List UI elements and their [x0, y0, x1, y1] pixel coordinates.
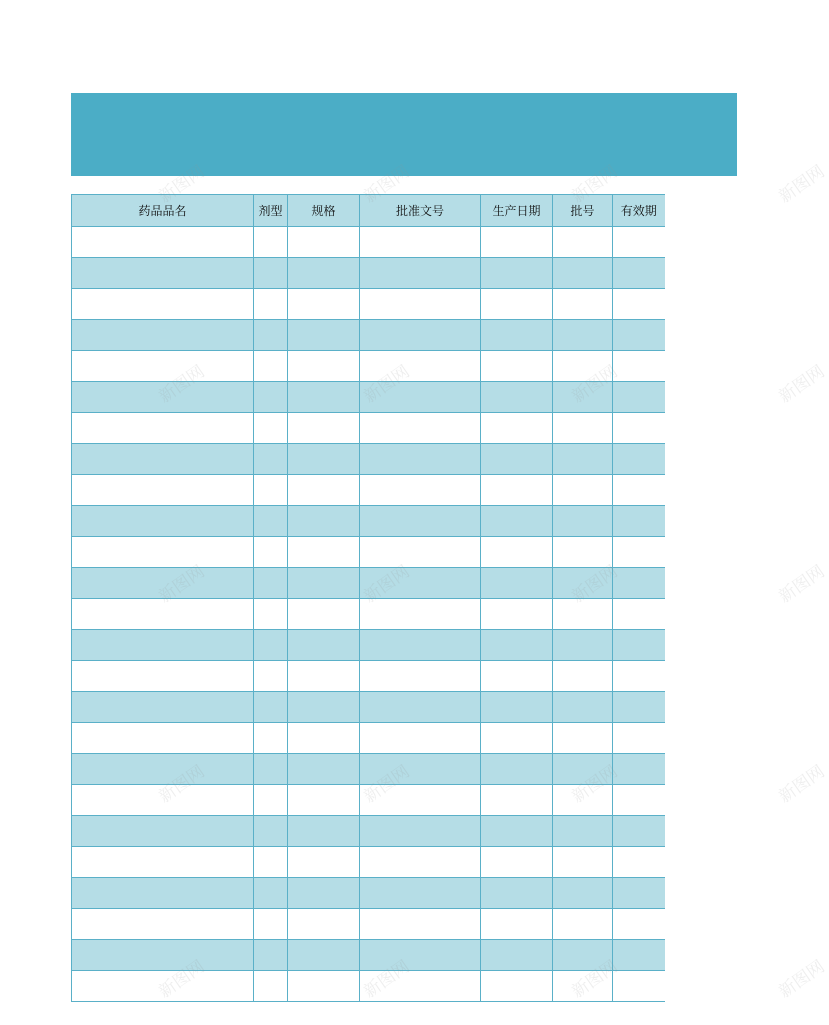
cell-batch-number[interactable] — [553, 940, 613, 971]
cell-batch-number[interactable] — [553, 816, 613, 847]
cell-drug-name[interactable] — [72, 289, 254, 320]
cell-approval-number[interactable] — [360, 630, 481, 661]
cell-expiry-date[interactable] — [613, 289, 665, 320]
cell-drug-name[interactable] — [72, 785, 254, 816]
cell-drug-name[interactable] — [72, 444, 254, 475]
cell-production-date[interactable] — [481, 258, 553, 289]
cell-expiry-date[interactable] — [613, 444, 665, 475]
cell-production-date[interactable] — [481, 506, 553, 537]
cell-drug-name[interactable] — [72, 351, 254, 382]
cell-drug-name[interactable] — [72, 413, 254, 444]
table-row — [72, 599, 665, 630]
cell-specification[interactable] — [288, 320, 360, 351]
cell-approval-number[interactable] — [360, 289, 481, 320]
cell-expiry-date[interactable] — [613, 816, 665, 847]
cell-drug-name[interactable] — [72, 630, 254, 661]
cell-expiry-date[interactable] — [613, 661, 665, 692]
title-banner — [71, 93, 737, 176]
table-row — [72, 382, 665, 413]
cell-production-date[interactable] — [481, 971, 553, 1002]
cell-drug-name[interactable] — [72, 847, 254, 878]
table-row — [72, 351, 665, 382]
table-row — [72, 537, 665, 568]
cell-expiry-date[interactable] — [613, 785, 665, 816]
cell-batch-number[interactable] — [553, 227, 613, 258]
cell-dosage-form[interactable] — [254, 785, 288, 816]
cell-dosage-form[interactable] — [254, 351, 288, 382]
cell-specification[interactable] — [288, 785, 360, 816]
cell-expiry-date[interactable] — [613, 599, 665, 630]
table-row — [72, 754, 665, 785]
cell-approval-number[interactable] — [360, 909, 481, 940]
cell-dosage-form[interactable] — [254, 847, 288, 878]
table-body — [72, 227, 665, 1002]
cell-specification[interactable] — [288, 692, 360, 723]
cell-specification[interactable] — [288, 971, 360, 1002]
cell-dosage-form[interactable] — [254, 475, 288, 506]
cell-batch-number[interactable] — [553, 258, 613, 289]
watermark-mark: 新图网 — [775, 761, 829, 808]
cell-dosage-form[interactable] — [254, 816, 288, 847]
table-row — [72, 940, 665, 971]
cell-production-date[interactable] — [481, 413, 553, 444]
cell-specification[interactable] — [288, 258, 360, 289]
cell-batch-number[interactable] — [553, 909, 613, 940]
cell-production-date[interactable] — [481, 320, 553, 351]
cell-expiry-date[interactable] — [613, 351, 665, 382]
cell-production-date[interactable] — [481, 444, 553, 475]
table-row — [72, 661, 665, 692]
watermark-mark: 新图网 — [155, 161, 209, 208]
cell-dosage-form[interactable] — [254, 320, 288, 351]
cell-dosage-form[interactable] — [254, 754, 288, 785]
cell-approval-number[interactable] — [360, 723, 481, 754]
cell-approval-number[interactable] — [360, 754, 481, 785]
cell-production-date[interactable] — [481, 878, 553, 909]
cell-approval-number[interactable] — [360, 568, 481, 599]
cell-specification[interactable] — [288, 227, 360, 258]
cell-specification[interactable] — [288, 444, 360, 475]
cell-approval-number[interactable] — [360, 258, 481, 289]
table-row — [72, 413, 665, 444]
cell-expiry-date[interactable] — [613, 940, 665, 971]
cell-production-date[interactable] — [481, 847, 553, 878]
cell-approval-number[interactable] — [360, 847, 481, 878]
cell-dosage-form[interactable] — [254, 661, 288, 692]
table-row — [72, 847, 665, 878]
header-specification: 规格 — [288, 195, 360, 227]
cell-specification[interactable] — [288, 754, 360, 785]
cell-batch-number[interactable] — [553, 630, 613, 661]
cell-production-date[interactable] — [481, 599, 553, 630]
cell-batch-number[interactable] — [553, 475, 613, 506]
cell-dosage-form[interactable] — [254, 382, 288, 413]
cell-production-date[interactable] — [481, 940, 553, 971]
cell-production-date[interactable] — [481, 351, 553, 382]
cell-batch-number[interactable] — [553, 506, 613, 537]
cell-expiry-date[interactable] — [613, 227, 665, 258]
table-row — [72, 258, 665, 289]
cell-expiry-date[interactable] — [613, 630, 665, 661]
cell-approval-number[interactable] — [360, 661, 481, 692]
cell-dosage-form[interactable] — [254, 506, 288, 537]
cell-expiry-date[interactable] — [613, 723, 665, 754]
cell-production-date[interactable] — [481, 785, 553, 816]
table-row — [72, 723, 665, 754]
cell-drug-name[interactable] — [72, 227, 254, 258]
cell-approval-number[interactable] — [360, 816, 481, 847]
cell-batch-number[interactable] — [553, 537, 613, 568]
table-row — [72, 909, 665, 940]
cell-expiry-date[interactable] — [613, 971, 665, 1002]
cell-specification[interactable] — [288, 847, 360, 878]
watermark-mark: 新图网 — [568, 161, 622, 208]
cell-dosage-form[interactable] — [254, 227, 288, 258]
cell-drug-name[interactable] — [72, 506, 254, 537]
cell-expiry-date[interactable] — [613, 754, 665, 785]
cell-dosage-form[interactable] — [254, 971, 288, 1002]
cell-specification[interactable] — [288, 630, 360, 661]
header-dosage-form: 剂型 — [254, 195, 288, 227]
cell-batch-number[interactable] — [553, 754, 613, 785]
cell-specification[interactable] — [288, 909, 360, 940]
cell-expiry-date[interactable] — [613, 258, 665, 289]
table-row — [72, 320, 665, 351]
cell-drug-name[interactable] — [72, 878, 254, 909]
cell-drug-name[interactable] — [72, 940, 254, 971]
table-row — [72, 785, 665, 816]
header-row — [72, 195, 665, 227]
header-drug-name: 药品品名 — [72, 195, 254, 227]
cell-approval-number[interactable] — [360, 506, 481, 537]
header-approval-number: 批准文号 — [360, 195, 481, 227]
cell-specification[interactable] — [288, 661, 360, 692]
table-row — [72, 227, 665, 258]
cell-production-date[interactable] — [481, 289, 553, 320]
cell-production-date[interactable] — [481, 754, 553, 785]
table-row — [72, 475, 665, 506]
cell-approval-number[interactable] — [360, 692, 481, 723]
cell-approval-number[interactable] — [360, 537, 481, 568]
watermark-mark: 新图网 — [360, 161, 414, 208]
cell-approval-number[interactable] — [360, 940, 481, 971]
cell-approval-number[interactable] — [360, 227, 481, 258]
cell-drug-name[interactable] — [72, 754, 254, 785]
cell-production-date[interactable] — [481, 475, 553, 506]
cell-dosage-form[interactable] — [254, 258, 288, 289]
cell-drug-name[interactable] — [72, 971, 254, 1002]
header-batch-number: 批号 — [553, 195, 613, 227]
cell-expiry-date[interactable] — [613, 320, 665, 351]
cell-expiry-date[interactable] — [613, 909, 665, 940]
cell-production-date[interactable] — [481, 227, 553, 258]
table-row — [72, 568, 665, 599]
cell-expiry-date[interactable] — [613, 413, 665, 444]
table-row — [72, 289, 665, 320]
cell-drug-name[interactable] — [72, 723, 254, 754]
cell-dosage-form[interactable] — [254, 289, 288, 320]
cell-specification[interactable] — [288, 723, 360, 754]
cell-batch-number[interactable] — [553, 785, 613, 816]
cell-expiry-date[interactable] — [613, 475, 665, 506]
cell-batch-number[interactable] — [553, 351, 613, 382]
cell-specification[interactable] — [288, 599, 360, 630]
cell-approval-number[interactable] — [360, 382, 481, 413]
cell-specification[interactable] — [288, 506, 360, 537]
table-row — [72, 692, 665, 723]
cell-production-date[interactable] — [481, 382, 553, 413]
cell-batch-number[interactable] — [553, 878, 613, 909]
cell-dosage-form[interactable] — [254, 692, 288, 723]
header-expiry-date: 有效期 — [613, 195, 665, 227]
cell-expiry-date[interactable] — [613, 568, 665, 599]
cell-dosage-form[interactable] — [254, 537, 288, 568]
cell-specification[interactable] — [288, 382, 360, 413]
cell-specification[interactable] — [288, 475, 360, 506]
cell-drug-name[interactable] — [72, 475, 254, 506]
cell-dosage-form[interactable] — [254, 723, 288, 754]
cell-production-date[interactable] — [481, 723, 553, 754]
table-row — [72, 506, 665, 537]
cell-specification[interactable] — [288, 351, 360, 382]
cell-approval-number[interactable] — [360, 878, 481, 909]
cell-drug-name[interactable] — [72, 909, 254, 940]
cell-drug-name[interactable] — [72, 537, 254, 568]
watermark-mark: 新图网 — [775, 956, 829, 1003]
cell-specification[interactable] — [288, 537, 360, 568]
cell-production-date[interactable] — [481, 630, 553, 661]
header-production-date: 生产日期 — [481, 195, 553, 227]
cell-approval-number[interactable] — [360, 413, 481, 444]
cell-batch-number[interactable] — [553, 599, 613, 630]
cell-production-date[interactable] — [481, 661, 553, 692]
cell-expiry-date[interactable] — [613, 537, 665, 568]
cell-batch-number[interactable] — [553, 661, 613, 692]
cell-expiry-date[interactable] — [613, 692, 665, 723]
cell-dosage-form[interactable] — [254, 413, 288, 444]
cell-batch-number[interactable] — [553, 382, 613, 413]
table-row — [72, 878, 665, 909]
cell-drug-name[interactable] — [72, 661, 254, 692]
table-row — [72, 971, 665, 1002]
cell-approval-number[interactable] — [360, 351, 481, 382]
cell-drug-name[interactable] — [72, 599, 254, 630]
watermark-mark: 新图网 — [775, 161, 829, 208]
cell-dosage-form[interactable] — [254, 599, 288, 630]
cell-production-date[interactable] — [481, 692, 553, 723]
cell-production-date[interactable] — [481, 909, 553, 940]
cell-drug-name[interactable] — [72, 382, 254, 413]
cell-approval-number[interactable] — [360, 444, 481, 475]
cell-batch-number[interactable] — [553, 320, 613, 351]
cell-expiry-date[interactable] — [613, 878, 665, 909]
table-row — [72, 816, 665, 847]
cell-expiry-date[interactable] — [613, 506, 665, 537]
table-row — [72, 444, 665, 475]
cell-batch-number[interactable] — [553, 723, 613, 754]
cell-batch-number[interactable] — [553, 971, 613, 1002]
cell-approval-number[interactable] — [360, 971, 481, 1002]
cell-dosage-form[interactable] — [254, 630, 288, 661]
drug-ledger-table — [71, 194, 665, 1002]
cell-batch-number[interactable] — [553, 289, 613, 320]
cell-dosage-form[interactable] — [254, 568, 288, 599]
cell-specification[interactable] — [288, 816, 360, 847]
cell-expiry-date[interactable] — [613, 382, 665, 413]
cell-batch-number[interactable] — [553, 413, 613, 444]
cell-production-date[interactable] — [481, 537, 553, 568]
watermark-mark: 新图网 — [775, 361, 829, 408]
cell-expiry-date[interactable] — [613, 847, 665, 878]
cell-approval-number[interactable] — [360, 320, 481, 351]
cell-specification[interactable] — [288, 289, 360, 320]
cell-batch-number[interactable] — [553, 444, 613, 475]
cell-drug-name[interactable] — [72, 816, 254, 847]
cell-approval-number[interactable] — [360, 599, 481, 630]
cell-production-date[interactable] — [481, 816, 553, 847]
cell-batch-number[interactable] — [553, 692, 613, 723]
cell-dosage-form[interactable] — [254, 444, 288, 475]
cell-specification[interactable] — [288, 940, 360, 971]
cell-batch-number[interactable] — [553, 847, 613, 878]
cell-approval-number[interactable] — [360, 785, 481, 816]
cell-approval-number[interactable] — [360, 475, 481, 506]
watermark-mark: 新图网 — [775, 561, 829, 608]
cell-dosage-form[interactable] — [254, 878, 288, 909]
cell-drug-name[interactable] — [72, 258, 254, 289]
cell-specification[interactable] — [288, 878, 360, 909]
cell-dosage-form[interactable] — [254, 909, 288, 940]
cell-specification[interactable] — [288, 568, 360, 599]
cell-batch-number[interactable] — [553, 568, 613, 599]
cell-production-date[interactable] — [481, 568, 553, 599]
cell-drug-name[interactable] — [72, 320, 254, 351]
table-row — [72, 630, 665, 661]
cell-drug-name[interactable] — [72, 568, 254, 599]
cell-dosage-form[interactable] — [254, 940, 288, 971]
cell-specification[interactable] — [288, 413, 360, 444]
cell-drug-name[interactable] — [72, 692, 254, 723]
